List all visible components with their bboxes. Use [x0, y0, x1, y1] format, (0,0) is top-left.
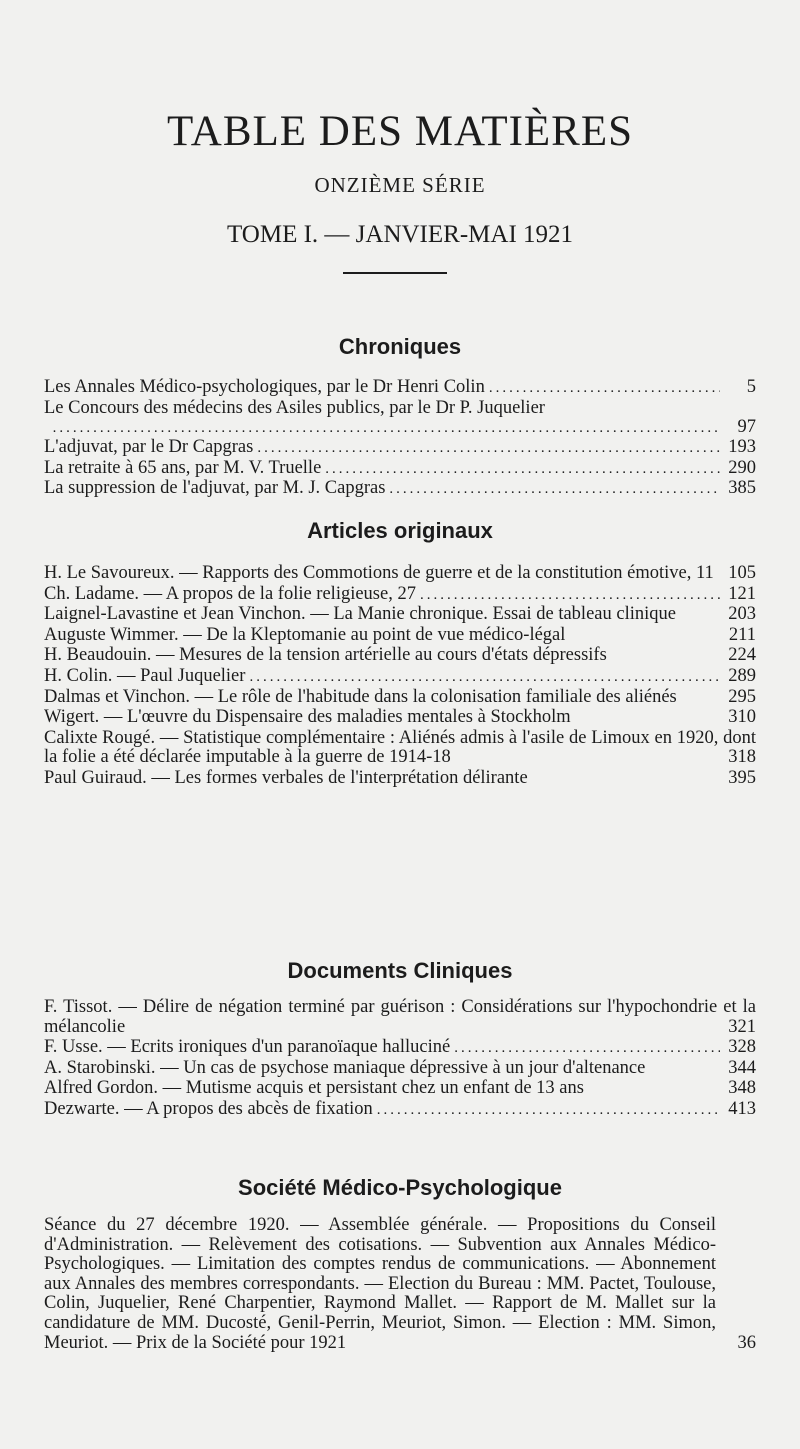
section-societe — [44, 1216, 756, 1354]
entry-text: F. Usse. — Ecrits ironiques d'un paranoïaque halluciné — [44, 1037, 451, 1058]
leader-dots — [377, 1101, 720, 1121]
toc-entry — [44, 688, 756, 709]
toc-entry — [44, 564, 756, 585]
leader-dots — [257, 439, 720, 459]
entry-text: Les Annales Médico-psychologiques, par le Dr Henri Colin — [44, 377, 485, 397]
toc-entry — [44, 1059, 756, 1080]
toc-entry — [44, 438, 756, 459]
section-heading-articles: Articles originaux — [307, 518, 493, 543]
toc-entry — [44, 399, 756, 439]
entry-text: Paul Guiraud. — Les formes verbales de l'interprétation délirante — [44, 767, 528, 788]
toc-entry — [44, 605, 756, 626]
section-heading-chroniques: Chroniques — [338, 334, 462, 359]
entry-page: 295 — [728, 686, 756, 707]
entry-text: L'adjuvat, par le Dr Capgras — [44, 437, 254, 458]
toc-entry — [44, 378, 756, 399]
toc-entry — [44, 1216, 756, 1354]
toc-entry — [44, 1079, 756, 1100]
title-divider — [343, 272, 447, 274]
toc-entry — [44, 585, 756, 606]
tome-subtitle: TOME I. — JANVIER-MAI 1921 — [226, 221, 574, 248]
entry-page: 344 — [728, 1057, 756, 1078]
entry-text: Dalmas et Vinchon. — Le rôle de l'habitude dans la colonisation familiale des aliénés — [44, 686, 677, 707]
entry-page: 5 — [746, 377, 756, 397]
section-chroniques — [44, 378, 756, 500]
toc-entry — [44, 769, 756, 790]
section-documents — [44, 998, 756, 1121]
entry-page: 224 — [728, 645, 756, 666]
entry-text: Wigert. — L'œuvre du Dispensaire des maladies mentales à Stockholm — [44, 707, 571, 728]
section-articles — [44, 564, 756, 790]
entry-text: H. Beaudouin. — Mesures de la tension artérielle au cours d'états dépressifs — [44, 645, 607, 666]
page-title: TABLE DES MATIÈRES — [166, 108, 634, 155]
entry-text: F. Tissot. — Délire de négation terminé par guérison : Considérations sur l'hypochondrie et la mélancolie — [44, 997, 756, 1037]
entry-text: Auguste Wimmer. — De la Kleptomanie au point de vue médico-légal — [44, 624, 566, 645]
leader-dots — [489, 379, 720, 399]
toc-entry — [44, 646, 756, 667]
entry-text: Dezwarte. — A propos des abcès de fixation — [44, 1098, 373, 1119]
entry-page: 328 — [728, 1037, 756, 1058]
entry-text: La suppression de l'adjuvat, par M. J. Capgras — [44, 478, 386, 499]
leader-dots — [389, 480, 720, 500]
entry-page: 289 — [728, 665, 756, 686]
entry-text: La retraite à 65 ans, par M. V. Truelle — [44, 457, 322, 478]
entry-page: 310 — [728, 707, 756, 728]
entry-text: Ch. Ladame. — A propos de la folie religieuse, 27 — [44, 583, 416, 604]
series-subtitle: ONZIÈME SÉRIE — [314, 173, 486, 197]
entry-text: A. Starobinski. — Un cas de psychose maniaque dépressive à un jour d'altenance — [44, 1057, 646, 1078]
entry-page: 97 — [737, 416, 756, 437]
toc-entry — [44, 479, 756, 500]
toc-entry — [44, 708, 756, 729]
entry-text: Séance du 27 décembre 1920. — Assemblée générale. — Propositions du Conseil d'Administration. — Relèvement des cotisations. — Subvention aux Annales Médico-Psychologiques. — Limitation des comptes rendus de communications. — Abonnement aux Annales des membres correspondants. — Election du Bureau : MM. Pactet, Toulouse, Colin, Juquelier, René Charpentier, Raymond Mallet. — Rapport de M. Mallet sur la candidature de MM. Ducosté, Genil-Perrin, Meuriot, Simon. — Election : MM. Simon, Meuriot. — Prix de la Société pour 1921 — [44, 1215, 716, 1353]
toc-entry — [44, 998, 756, 1038]
entry-page: 413 — [728, 1098, 756, 1119]
entry-text: Laignel-Lavastine et Jean Vinchon. — La Manie chronique. Essai de tableau clinique — [44, 604, 676, 625]
entry-text: Le Concours des médecins des Asiles publics, par le Dr P. Juquelier — [44, 397, 545, 418]
entry-page: 318 — [728, 747, 756, 768]
leader-dots — [454, 1039, 720, 1059]
toc-entry — [44, 626, 756, 647]
entry-page: 193 — [728, 437, 756, 458]
entry-text: H. Colin. — Paul Juquelier — [44, 665, 246, 686]
leader-dots — [325, 460, 720, 480]
entry-text: Calixte Rougé. — Statistique complémentaire : Aliénés admis à l'asile de Limoux en 1920, dont la folie a été déclarée imputable à la guerre de 1914-18 — [44, 727, 756, 768]
toc-entry — [44, 1038, 756, 1059]
entry-page: 348 — [728, 1078, 756, 1099]
entry-page: 203 — [728, 604, 756, 625]
entry-page: 321 — [728, 1016, 756, 1037]
entry-page: 385 — [728, 478, 756, 499]
entry-page: 121 — [728, 583, 756, 604]
leader-dots — [249, 668, 720, 688]
toc-entry — [44, 729, 756, 769]
leader-dots — [420, 586, 720, 606]
entry-page: 395 — [728, 767, 756, 788]
entry-page: 290 — [728, 457, 756, 478]
section-heading-societe: Société Médico-Psychologique — [238, 1175, 562, 1200]
entry-text: H. Le Savoureux. — Rapports des Commotions de guerre et de la constitution émotive, 11 — [44, 563, 714, 583]
section-heading-documents: Documents Cliniques — [287, 958, 513, 983]
entry-page: 36 — [737, 1332, 756, 1353]
entry-text: Alfred Gordon. — Mutisme acquis et persistant chez un enfant de 13 ans — [44, 1078, 584, 1099]
toc-entry — [44, 667, 756, 688]
toc-entry — [44, 1100, 756, 1121]
toc-entry — [44, 459, 756, 480]
entry-page: 105 — [728, 563, 756, 583]
entry-page: 211 — [728, 624, 756, 645]
leader-dots — [53, 419, 720, 439]
